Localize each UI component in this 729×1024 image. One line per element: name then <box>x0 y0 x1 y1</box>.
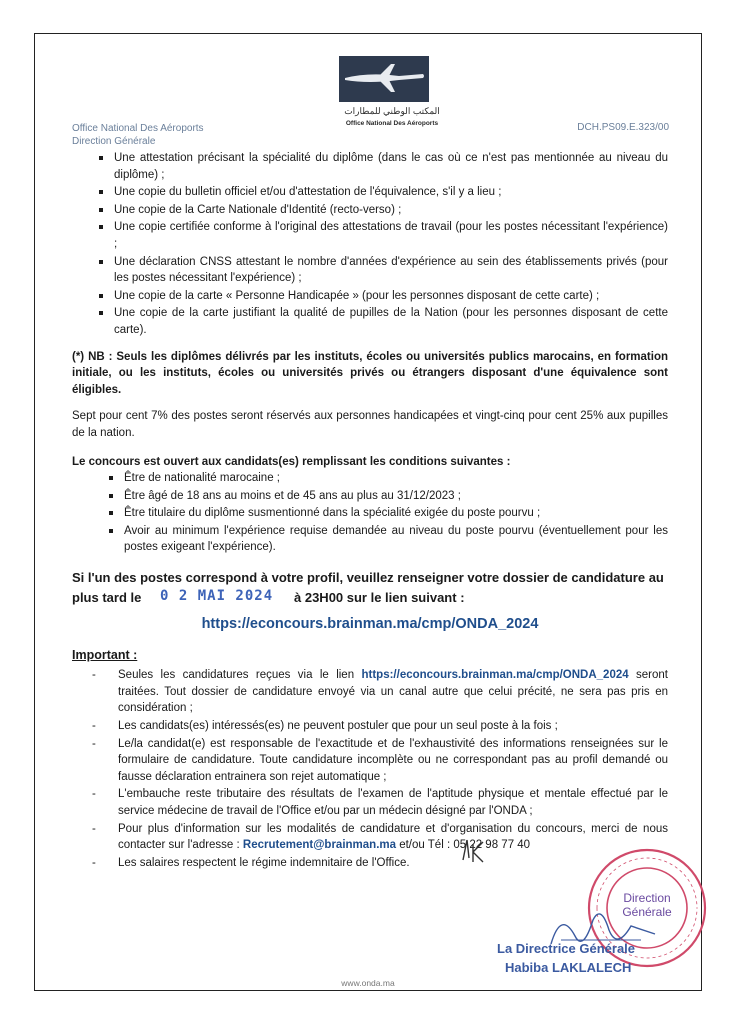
org-line-2: Direction Générale <box>72 136 156 147</box>
signatory-title: La Directrice Générale <box>497 941 636 956</box>
conditions-list <box>72 470 668 556</box>
important-item <box>118 667 668 717</box>
apply-line-2-start: plus tard le <box>72 590 142 606</box>
important-item: - Les candidats(es) intéressés(es) ne peuvent postuler que pour un seul poste à la fois ; <box>118 718 668 735</box>
handwritten-initials <box>459 836 487 864</box>
logo-arabic-text: المكتب الوطني للمطارات <box>344 106 440 116</box>
airplane-icon <box>339 56 429 102</box>
seal-text-line-2: Générale <box>622 905 672 919</box>
condition-item: Avoir au minimum l'expérience requise demandée au niveau du poste pourvu (éventuellement pour les postes exigeant l'expérience). <box>124 523 668 556</box>
organization-name <box>72 122 204 148</box>
condition-item: Être âgé de 18 ans au moins et de 45 ans au plus au 31/12/2023 ; <box>124 488 668 505</box>
seal-text-line-1: Direction <box>623 891 671 905</box>
document-reference: DCH.PS09.E.323/00 <box>577 122 669 133</box>
apply-line-1: Si l'un des postes correspond à votre profil, veuillez renseigner votre dossier de candidature au <box>72 570 664 586</box>
logo-mark <box>339 56 429 102</box>
important-item: - Le/la candidat(e) est responsable de l'exactitude et de l'exhaustivité des informations renseignées sur le formulaire de candidature. Toute candidature incomplète ou ne correspondant pas au profil demandé ou fausse déclaration entrainera son rejet automatique ; <box>118 736 668 786</box>
document-item: Une déclaration CNSS attestant le nombre d'années d'expérience au sein des établissements privés (pour les postes nécessitant l'expérience) ; <box>114 254 668 287</box>
important-item-1-pre: Seules les candidatures reçues via le lien <box>118 669 362 682</box>
logo-french-text: Office National Des Aéroports <box>345 120 439 127</box>
document-body <box>72 150 668 872</box>
onda-logo <box>307 56 467 142</box>
condition-item: Être de nationalité marocaine ; <box>124 470 668 487</box>
condition-item: Être titulaire du diplôme susmentionné dans la spécialité exigée du poste pourvu ; <box>124 505 668 522</box>
nb-paragraph: (*) NB : Seuls les diplômes délivrés par les instituts, écoles ou universités publics marocains, en formation initiale, ou les instituts, écoles ou universités privés ou étrangers disposant d'une équivalence sont éligibles. <box>72 350 668 396</box>
important-list <box>72 667 668 871</box>
apply-line-2-end: à 23H00 sur le lien suivant : <box>294 590 465 606</box>
important-title: Important : <box>72 647 138 662</box>
contact-email-link[interactable]: Recrutement@brainman.ma <box>242 839 397 852</box>
document-item: Une attestation précisant la spécialité du diplôme (dans le cas où ce n'est pas mentionnée au niveau du diplôme) ; <box>114 150 668 183</box>
application-link[interactable]: https://econcours.brainman.ma/cmp/ONDA_2024 <box>201 616 539 633</box>
conditions-title: Le concours est ouvert aux candidats(es) remplissant les conditions suivantes : <box>72 455 511 468</box>
important-item: - L'embauche reste tributaire des résultats de l'examen de l'aptitude physique et mentale effectué par le service médecine de travail de l'Office et/ou par un médecin désigné par l'ONDA ; <box>118 786 668 819</box>
important-item: - Les salaires respectent le régime indemnitaire de l'Office. <box>118 855 668 872</box>
application-instructions <box>72 568 668 608</box>
important-item-1-post: seront traitées. Tout dossier de candidature envoyé via un canal autre que celui précité, ne sera pas pris en considération ; <box>118 669 668 715</box>
application-link-inline[interactable]: https://econcours.brainman.ma/cmp/ONDA_2024 <box>361 669 629 682</box>
signatory-name: Habiba LAKLALECH <box>505 960 632 975</box>
document-item: Une copie de la carte justifiant la qualité de pupilles de la Nation (pour les personnes disposant de cette carte). <box>114 305 668 338</box>
important-item-5-pre: Pour plus d'information sur les modalités de candidature et d'organisation du concours, merci de nous contacter sur l'adresse : <box>118 822 668 852</box>
document-page <box>34 33 702 991</box>
documents-list <box>72 150 668 339</box>
quota-paragraph: Sept pour cent 7% des postes seront réservés aux personnes handicapées et vingt-cinq pour cent 25% aux pupilles de la nation. <box>72 410 668 439</box>
document-item: Une copie de la Carte Nationale d'Identité (recto-verso) ; <box>114 202 668 219</box>
document-item: Une copie certifiée conforme à l'original des attestations de travail (pour les postes nécessitant l'expérience) ; <box>114 219 668 252</box>
important-item-5-post: et/ou Tél : 05 22 98 77 40 <box>396 839 531 852</box>
org-line-1: Office National Des Aéroports <box>72 123 204 134</box>
document-item: Une copie du bulletin officiel et/ou d'attestation de l'équivalence, s'il y a lieu ; <box>114 184 668 201</box>
date-stamp: 0 2 MAI 2024 <box>160 588 274 605</box>
footer-website[interactable]: www.onda.ma <box>341 978 395 988</box>
document-item: Une copie de la carte « Personne Handicapée » (pour les personnes disposant de cette carte) ; <box>114 288 668 305</box>
